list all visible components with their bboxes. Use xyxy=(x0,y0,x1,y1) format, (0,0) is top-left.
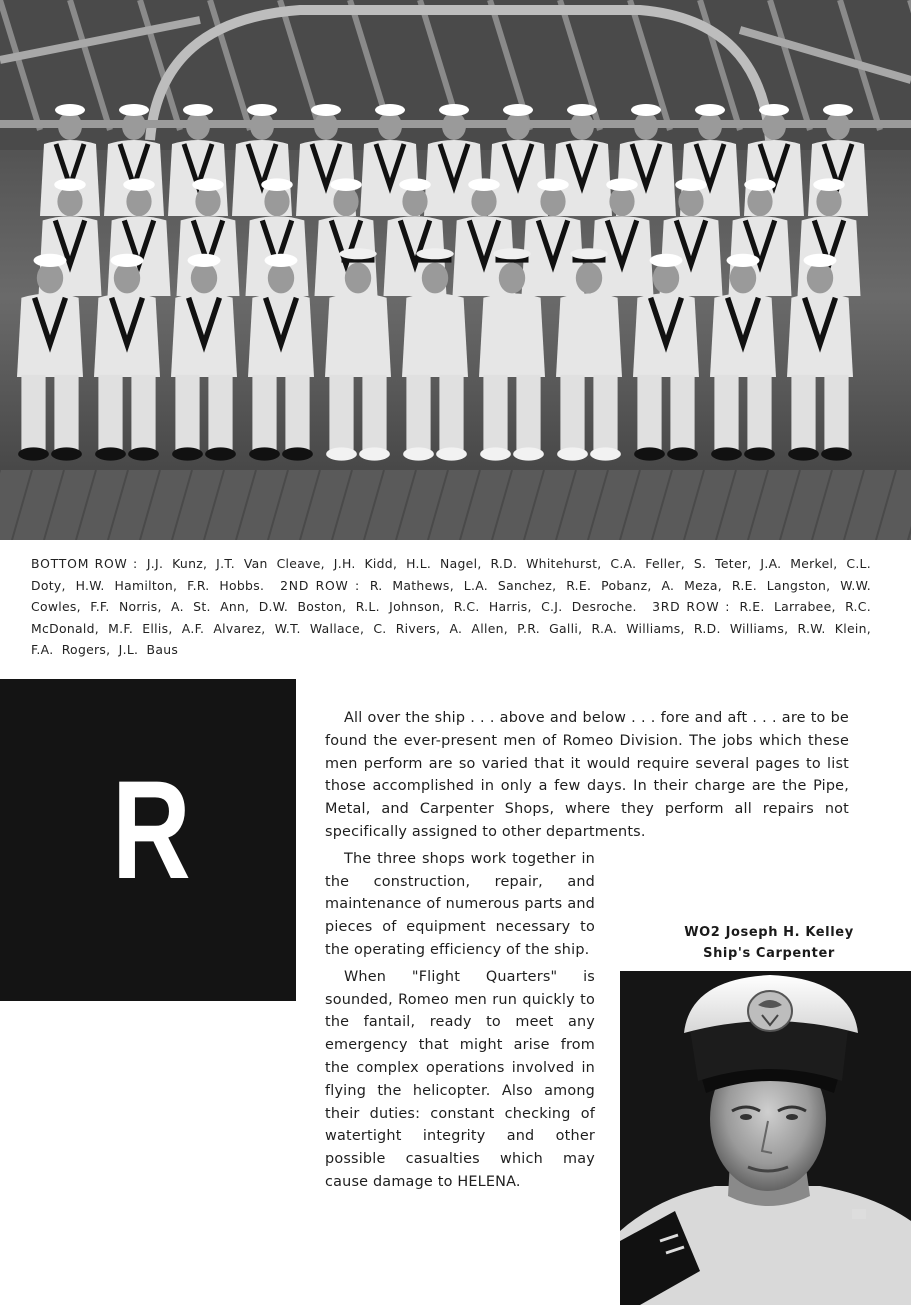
portrait-caption xyxy=(626,922,911,964)
portrait-photo xyxy=(620,971,911,1305)
portrait-name: WO2 Joseph H. Kelley xyxy=(684,925,854,940)
caption-row-names: R.E. Larrabee, R.C. McDonald, M.F. Ellis, A.F. Alvarez, W.T. Wallace, C. Rivers, A. Allen, P.R. Galli, R.A. Williams, R.D. Williams, R.W. Klein, F.A. Rogers, J.L. Baus xyxy=(31,599,871,657)
paragraph: The three shops work together in the construction, repair, and maintenance of numerous parts and pieces of equipment necessary to the operating efficiency of the ship. xyxy=(325,850,595,958)
portrait-illustration xyxy=(620,971,911,1305)
caption-row-label: 3RD ROW : xyxy=(652,599,731,614)
caption-row-label: BOTTOM ROW : xyxy=(31,556,138,571)
group-photo xyxy=(0,0,911,540)
paragraph: All over the ship . . . above and below . . . fore and aft . . . are to be found the ever-present men of Romeo Division. The jobs which these men perform are so varied that it would require several pages to list those accomplished in only a few days. In their charge are the Pipe, Metal, and Carpenter Shops, where they perform all repairs not specifically assigned to other departments. xyxy=(325,710,849,840)
group-photo-illustration xyxy=(0,0,911,540)
caption-row-label: 2ND ROW : xyxy=(280,577,360,593)
caption-row-names: R. Mathews, L.A. Sanchez, R.E. Pobanz, A. Meza, R.E. Langston, W.W. Cowles, F.F. Norris, A. St. Ann, D.W. Boston, R.L. Johnson, R.C. Harris, C.J. Desroche. xyxy=(31,577,871,614)
initial-letter: R xyxy=(111,751,191,908)
photo-caption xyxy=(31,553,871,661)
portrait-title: Ship's Carpenter xyxy=(703,946,835,961)
caption-row-names: J.J. Kunz, J.T. Van Cleave, J.H. Kidd, H.L. Nagel, R.D. Whitehurst, C.A. Feller, S. Teter, J.A. Merkel, C.L. Doty, H.W. Hamilton, F.R. Hobbs. xyxy=(31,556,872,593)
paragraph: When "Flight Quarters" is sounded, Romeo men run quickly to the fantail, ready to meet any emergency that might arise from the complex operations involved in flying the helicopter. Also among their duties: constant checking of watertight integrity and other possible casualties which may cause damage to HELENA. xyxy=(325,968,595,1190)
